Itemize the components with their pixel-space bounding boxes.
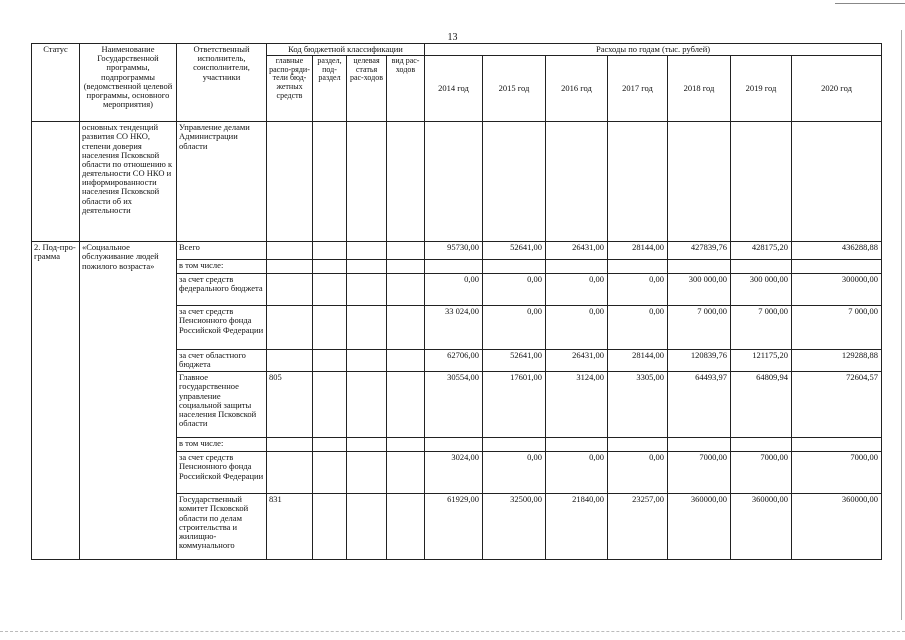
code-cell <box>313 372 347 438</box>
row-amount: 3124,00 <box>546 372 608 438</box>
header-year: 2017 год <box>608 56 668 122</box>
row-amount: 436288,88 <box>792 242 882 260</box>
budget-table <box>31 43 882 560</box>
row-amount: 21840,00 <box>546 494 608 560</box>
row-amount: 300 000,00 <box>731 274 792 306</box>
row-executor: за счет средств федерального бюджета <box>177 274 267 306</box>
row-amount: 7 000,00 <box>731 306 792 350</box>
row-grbs-code: 805 <box>267 372 313 438</box>
cell <box>483 122 546 242</box>
row-amount <box>608 438 668 452</box>
row-amount: 0,00 <box>483 452 546 494</box>
row-executor: за счет средств Пенсионного фонда Российской Федерации <box>177 306 267 350</box>
row-amount: 52641,00 <box>483 242 546 260</box>
row-amount: 17601,00 <box>483 372 546 438</box>
row-amount: 23257,00 <box>608 494 668 560</box>
row-amount: 121175,20 <box>731 350 792 372</box>
row-amount: 7000,00 <box>792 452 882 494</box>
row-amount: 26431,00 <box>546 242 608 260</box>
subprogram-name: «Социальное обслуживание людей пожилого возраста» <box>80 242 177 560</box>
row-grbs-code <box>267 350 313 372</box>
row-amount: 7 000,00 <box>668 306 731 350</box>
row-amount: 7000,00 <box>731 452 792 494</box>
code-cell <box>387 306 425 350</box>
row-amount <box>608 260 668 274</box>
code-cell <box>313 438 347 452</box>
code-cell <box>347 260 387 274</box>
continuation-executor: Управление делами Администрации области <box>177 122 267 242</box>
row-amount <box>792 260 882 274</box>
row-amount <box>546 438 608 452</box>
header-grbs: главные распо-ряди-тели бюд-жетных средств <box>267 56 313 122</box>
row-amount: 28144,00 <box>608 242 668 260</box>
code-cell <box>347 372 387 438</box>
code-cell <box>313 260 347 274</box>
row-grbs-code <box>267 260 313 274</box>
code-cell <box>347 242 387 260</box>
code-cell <box>313 274 347 306</box>
row-amount <box>483 438 546 452</box>
row-executor: в том числе: <box>177 438 267 452</box>
cell <box>313 122 347 242</box>
code-cell <box>313 350 347 372</box>
header-csr: целевая статья рас-ходов <box>347 56 387 122</box>
row-amount: 0,00 <box>483 306 546 350</box>
continuation-row <box>32 122 882 242</box>
header-year: 2014 год <box>425 56 483 122</box>
row-amount <box>792 438 882 452</box>
header-year: 2020 год <box>792 56 882 122</box>
header-row-1 <box>32 44 882 56</box>
row-amount: 61929,00 <box>425 494 483 560</box>
header-status: Статус <box>32 44 80 122</box>
row-amount <box>425 438 483 452</box>
row-amount: 0,00 <box>608 452 668 494</box>
code-cell <box>387 274 425 306</box>
header-executor: Ответственный исполнитель, соисполнители, участники <box>177 44 267 122</box>
row-amount: 360000,00 <box>792 494 882 560</box>
row-executor: за счет средств Пенсионного фонда Российской Федерации <box>177 452 267 494</box>
cell <box>668 122 731 242</box>
cell <box>608 122 668 242</box>
row-amount: 7000,00 <box>668 452 731 494</box>
code-cell <box>347 274 387 306</box>
row-amount: 360000,00 <box>668 494 731 560</box>
header-vr: вид рас-ходов <box>387 56 425 122</box>
code-cell <box>313 306 347 350</box>
header-code-group: Код бюджетной классификации <box>267 44 425 56</box>
row-executor: Главное государственное управление социальной защиты населения Псковской области <box>177 372 267 438</box>
table-row <box>32 242 882 260</box>
row-grbs-code <box>267 274 313 306</box>
row-amount: 7 000,00 <box>792 306 882 350</box>
row-amount: 62706,00 <box>425 350 483 372</box>
row-amount: 428175,20 <box>731 242 792 260</box>
code-cell <box>387 350 425 372</box>
cell <box>267 122 313 242</box>
row-amount <box>668 438 731 452</box>
row-amount: 72604,57 <box>792 372 882 438</box>
header-year: 2016 год <box>546 56 608 122</box>
scan-edge-bottom <box>0 631 905 632</box>
data-rows <box>32 242 882 560</box>
row-amount <box>731 260 792 274</box>
cell <box>546 122 608 242</box>
row-grbs-code <box>267 452 313 494</box>
page-number: 13 <box>447 32 458 43</box>
row-executor: Государственный комитет Псковской области по делам строительства и жилищно-коммунального <box>177 494 267 560</box>
row-amount: 129288,88 <box>792 350 882 372</box>
header-years-group: Расходы по годам (тыс. рублей) <box>425 44 882 56</box>
code-cell <box>387 438 425 452</box>
row-amount <box>731 438 792 452</box>
header-name: Наименование Государственной программы, подпрограммы (ведомственной целевой программы, основного мероприятия) <box>80 44 177 122</box>
row-amount: 64809,94 <box>731 372 792 438</box>
scan-edge-right <box>901 30 902 620</box>
row-amount <box>425 260 483 274</box>
row-amount: 3305,00 <box>608 372 668 438</box>
code-cell <box>347 438 387 452</box>
row-amount: 0,00 <box>546 274 608 306</box>
cell <box>731 122 792 242</box>
code-cell <box>347 306 387 350</box>
code-cell <box>347 350 387 372</box>
row-grbs-code: 831 <box>267 494 313 560</box>
code-cell <box>387 494 425 560</box>
code-cell <box>387 452 425 494</box>
code-cell <box>387 242 425 260</box>
code-cell <box>347 452 387 494</box>
row-amount: 30554,00 <box>425 372 483 438</box>
row-amount <box>546 260 608 274</box>
code-cell <box>347 494 387 560</box>
code-cell <box>313 242 347 260</box>
cell <box>387 122 425 242</box>
row-amount <box>483 260 546 274</box>
row-amount <box>668 260 731 274</box>
row-grbs-code <box>267 438 313 452</box>
row-amount: 360000,00 <box>731 494 792 560</box>
row-amount: 300 000,00 <box>668 274 731 306</box>
header-rzpr: раздел, под-раздел <box>313 56 347 122</box>
row-amount: 0,00 <box>546 452 608 494</box>
row-amount: 3024,00 <box>425 452 483 494</box>
row-amount: 64493,97 <box>668 372 731 438</box>
row-executor: за счет областного бюджета <box>177 350 267 372</box>
row-amount: 0,00 <box>608 274 668 306</box>
row-amount: 0,00 <box>425 274 483 306</box>
row-amount: 120839,76 <box>668 350 731 372</box>
row-amount: 26431,00 <box>546 350 608 372</box>
row-amount: 32500,00 <box>483 494 546 560</box>
cell <box>32 122 80 242</box>
header-year: 2019 год <box>731 56 792 122</box>
subprogram-status: 2. Под-про-грамма <box>32 242 80 560</box>
row-amount: 28144,00 <box>608 350 668 372</box>
row-amount: 33 024,00 <box>425 306 483 350</box>
cell <box>347 122 387 242</box>
row-amount: 0,00 <box>546 306 608 350</box>
row-amount: 52641,00 <box>483 350 546 372</box>
row-amount: 427839,76 <box>668 242 731 260</box>
header-year: 2018 год <box>668 56 731 122</box>
row-amount: 0,00 <box>608 306 668 350</box>
row-executor: Всего <box>177 242 267 260</box>
code-cell <box>387 372 425 438</box>
cell <box>425 122 483 242</box>
row-amount: 0,00 <box>483 274 546 306</box>
row-executor: в том числе: <box>177 260 267 274</box>
cell <box>792 122 882 242</box>
continuation-name: основных тенденций развития СО НКО, степени доверия населения Псковской области по отношению к деятельности СО НКО и информированности населения Псковской области об их деятельности <box>80 122 177 242</box>
code-cell <box>387 260 425 274</box>
row-amount: 95730,00 <box>425 242 483 260</box>
scan-edge-top <box>835 3 905 4</box>
code-cell <box>313 452 347 494</box>
code-cell <box>313 494 347 560</box>
header-year: 2015 год <box>483 56 546 122</box>
row-grbs-code <box>267 242 313 260</box>
row-amount: 300000,00 <box>792 274 882 306</box>
row-grbs-code <box>267 306 313 350</box>
